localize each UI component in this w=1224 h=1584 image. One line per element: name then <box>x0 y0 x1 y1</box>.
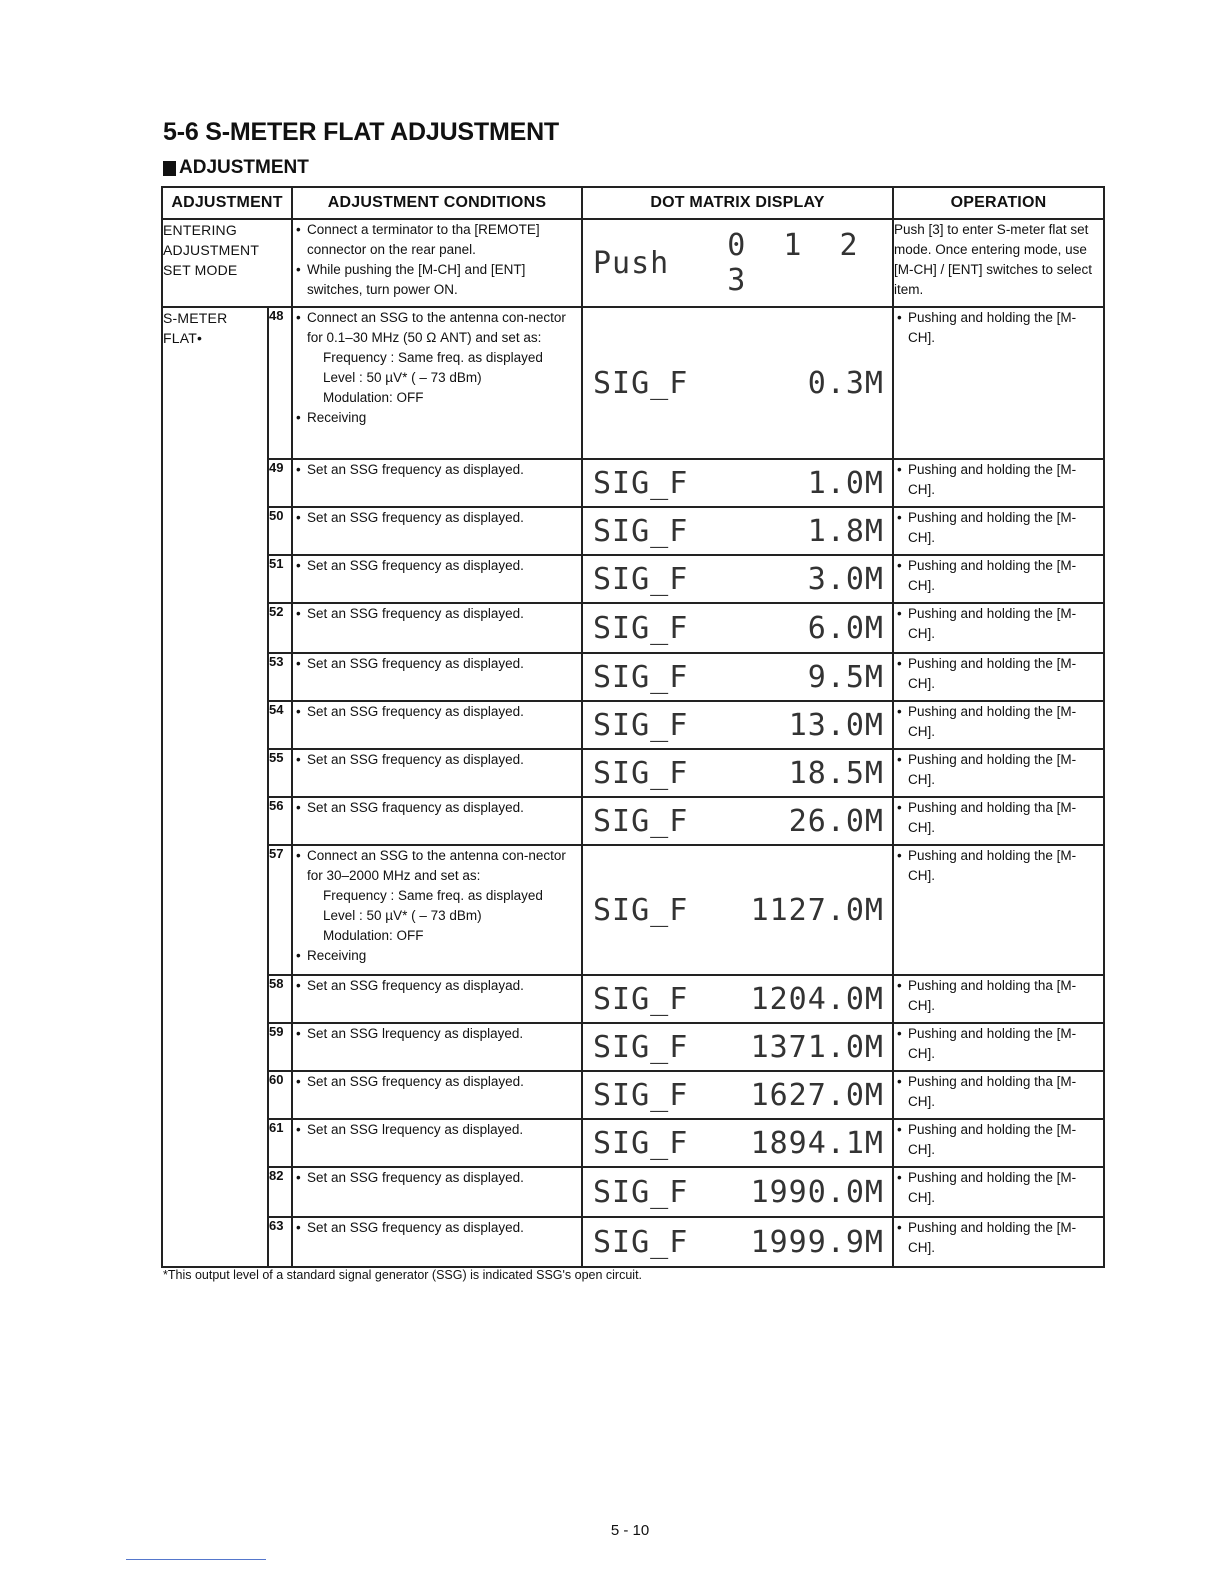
display-right-text: 1371.0M <box>750 1029 884 1065</box>
step-display <box>582 603 893 653</box>
condition-item: • Receiving <box>293 408 581 428</box>
square-bullet-icon <box>163 161 176 176</box>
step-conditions <box>292 653 582 701</box>
subsection-title-text: ADJUSTMENT <box>179 157 309 178</box>
operation-item: • Pushing and holding the [M-CH]. <box>894 308 1103 348</box>
step-conditions <box>292 701 582 749</box>
condition-item: • Connect an SSG to the antenna con-nector for 30–2000 MHz and set as: <box>293 846 581 886</box>
step-display <box>582 1119 893 1167</box>
step-display <box>582 845 893 975</box>
operation-item: • Pushing and holding the [M-CH]. <box>894 654 1103 694</box>
operation-item: • Pushing and holding the [M-CH]. <box>894 846 1103 886</box>
table-row <box>162 555 1104 603</box>
entering-operation: Push [3] to enter S-meter flat set mode. Once entering mode, use [M-CH] / [ENT] switches to select item. <box>893 219 1104 307</box>
header-adjustment: ADJUSTMENT <box>162 187 292 219</box>
display-left-text: SIG_F <box>593 981 689 1017</box>
step-display <box>582 749 893 797</box>
step-number: 51 <box>268 555 292 603</box>
display-left-text: SIG_F <box>593 1077 689 1113</box>
table-header-row <box>162 187 1104 219</box>
step-operation <box>893 975 1104 1023</box>
operation-item: • Pushing and holding the [M-CH]. <box>894 702 1103 742</box>
display-right-text: 1204.0M <box>750 981 884 1017</box>
step-conditions <box>292 845 582 975</box>
condition-item: • Set an SSG frequency as displayed. <box>293 604 581 624</box>
display-left-text: SIG_F <box>593 659 689 695</box>
step-operation <box>893 459 1104 507</box>
table-row <box>162 701 1104 749</box>
step-display <box>582 701 893 749</box>
step-operation <box>893 1119 1104 1167</box>
step-display <box>582 797 893 845</box>
display-left-text: SIG_F <box>593 610 689 646</box>
display-left-text: SIG_F <box>593 1125 689 1161</box>
operation-item: • Pushing and holding the [M-CH]. <box>894 1024 1103 1064</box>
step-number: 57 <box>268 845 292 975</box>
step-operation <box>893 845 1104 975</box>
condition-item: • Set an SSG frequency as displayed. <box>293 1072 581 1092</box>
display-right-text: 1127.0M <box>750 892 884 928</box>
step-number: 55 <box>268 749 292 797</box>
smeter-label-line: FLAT• <box>163 330 203 346</box>
table-row <box>162 797 1104 845</box>
step-conditions <box>292 975 582 1023</box>
condition-item: • Set an SSG frequency as displayed. <box>293 702 581 722</box>
display-left-text: SIG_F <box>593 1174 689 1210</box>
step-number: 82 <box>268 1167 292 1217</box>
display-right-text: 1.8M <box>807 513 884 549</box>
step-conditions <box>292 1023 582 1071</box>
operation-item: • Pushing and holding the [M-CH]. <box>894 1168 1103 1208</box>
section-title: 5-6 S-METER FLAT ADJUSTMENT <box>163 118 559 146</box>
display-left-text: SIG_F <box>593 1029 689 1065</box>
subsection-title <box>163 157 309 179</box>
step-operation <box>893 1023 1104 1071</box>
display-left-text: SIG_F <box>593 465 689 501</box>
step-operation <box>893 507 1104 555</box>
operation-item: • Pushing and holding the [M-CH]. <box>894 604 1103 644</box>
condition-item: • Set an SSG frequency as displayed. <box>293 508 581 528</box>
step-display <box>582 1217 893 1267</box>
condition-item: Modulation: OFF <box>323 928 424 943</box>
display-right-text: 26.0M <box>788 803 884 839</box>
condition-item: • Set an SSG frequency as displayed. <box>293 654 581 674</box>
step-operation <box>893 1167 1104 1217</box>
table-row <box>162 1023 1104 1071</box>
footer-link-line <box>126 1559 266 1560</box>
display-right-text: 13.0M <box>788 707 884 743</box>
table-row <box>162 1119 1104 1167</box>
step-number: 61 <box>268 1119 292 1167</box>
step-conditions <box>292 1119 582 1167</box>
display-left-text: SIG_F <box>593 755 689 791</box>
table-row <box>162 1071 1104 1119</box>
operation-item: • Pushing and holding the [M-CH]. <box>894 508 1103 548</box>
table-row <box>162 507 1104 555</box>
footnote: *This output level of a standard signal generator (SSG) is indicated SSG's open circuit. <box>163 1268 643 1282</box>
step-number: 50 <box>268 507 292 555</box>
display-left-text: SIG_F <box>593 561 689 597</box>
table-row <box>162 845 1104 975</box>
step-number: 63 <box>268 1217 292 1267</box>
step-conditions <box>292 507 582 555</box>
operation-item: • Pushing and holding the [M-CH]. <box>894 750 1103 790</box>
entering-row <box>162 219 1104 307</box>
step-display <box>582 507 893 555</box>
step-number: 53 <box>268 653 292 701</box>
condition-item: • Set an SSG frequency as displayed. <box>293 460 581 480</box>
operation-item: • Pushing and holding the [M-CH]. <box>894 460 1103 500</box>
step-conditions <box>292 1071 582 1119</box>
step-number: 58 <box>268 975 292 1023</box>
condition-item: • Set an SSG frequency as displayed. <box>293 750 581 770</box>
entering-label-line: ADJUSTMENT <box>163 242 260 258</box>
step-conditions <box>292 459 582 507</box>
operation-item: • Pushing and holding tha [M-CH]. <box>894 976 1103 1016</box>
display-right-text: 1.0M <box>807 465 884 501</box>
step-operation <box>893 603 1104 653</box>
step-operation <box>893 307 1104 459</box>
condition-item: Level : 50 µV* ( – 73 dBm) <box>323 908 482 923</box>
display-right-text: 0.3M <box>807 365 884 401</box>
step-operation <box>893 1071 1104 1119</box>
smeter-label <box>162 307 268 1267</box>
operation-item: • Pushing and holding the [M-CH]. <box>894 556 1103 596</box>
step-operation <box>893 555 1104 603</box>
condition-item: Frequency : Same freq. as displayed <box>323 350 543 365</box>
table-row <box>162 653 1104 701</box>
display-left-text: SIG_F <box>593 513 689 549</box>
condition-item: • Set an SSG frequency as displayed. <box>293 1218 581 1238</box>
step-conditions <box>292 603 582 653</box>
step-operation <box>893 653 1104 701</box>
table-row <box>162 975 1104 1023</box>
step-display <box>582 653 893 701</box>
step-display <box>582 459 893 507</box>
entering-label-line: SET MODE <box>163 262 238 278</box>
step-operation <box>893 797 1104 845</box>
display-right-text: 6.0M <box>807 610 884 646</box>
table-row <box>162 749 1104 797</box>
condition-item: • Set an SSG frequency as displayed. <box>293 1168 581 1188</box>
table-row <box>162 603 1104 653</box>
step-conditions <box>292 555 582 603</box>
condition-item: • Connect an SSG to the antenna con-nector for 0.1–30 MHz (50 Ω ANT) and set as: <box>293 308 581 348</box>
display-right-text: 1990.0M <box>750 1174 884 1210</box>
step-display <box>582 1071 893 1119</box>
operation-item: • Pushing and holding tha [M-CH]. <box>894 798 1103 838</box>
condition-item: Level : 50 µV* ( – 73 dBm) <box>323 370 482 385</box>
condition-item: • Set an SSG lrequency as displayed. <box>293 1120 581 1140</box>
adjustment-table <box>161 186 1105 1268</box>
step-display <box>582 975 893 1023</box>
display-left-text: SIG_F <box>593 707 689 743</box>
step-operation <box>893 701 1104 749</box>
step-display <box>582 555 893 603</box>
step-number: 48 <box>268 307 292 459</box>
table-row <box>162 459 1104 507</box>
display-right-text: 1894.1M <box>750 1125 884 1161</box>
condition-item: • Set an SSG frequency as displayad. <box>293 976 581 996</box>
step-number: 54 <box>268 701 292 749</box>
condition-item: • Set an SSG lrequency as displayed. <box>293 1024 581 1044</box>
step-conditions <box>292 1167 582 1217</box>
display-right-text: 1627.0M <box>750 1077 884 1113</box>
display-left-text: SIG_F <box>593 892 689 928</box>
step-conditions <box>292 1217 582 1267</box>
display-right-text: 3.0M <box>807 561 884 597</box>
header-operation: OPERATION <box>893 187 1104 219</box>
step-display <box>582 307 893 459</box>
entering-label <box>162 219 292 307</box>
display-left-text: SIG_F <box>593 365 689 401</box>
display-right-text: 18.5M <box>788 755 884 791</box>
step-display <box>582 1023 893 1071</box>
step-conditions <box>292 749 582 797</box>
condition-item: • Connect a terminator to tha [REMOTE] connector on the rear panel. <box>293 220 581 260</box>
entering-conditions <box>292 219 582 307</box>
step-number: 60 <box>268 1071 292 1119</box>
entering-display <box>582 219 893 307</box>
operation-item: • Pushing and holding the [M-CH]. <box>894 1120 1103 1160</box>
display-right-text: 0 1 2 3 <box>727 228 868 298</box>
condition-item: • Receiving <box>293 946 581 966</box>
step-number: 52 <box>268 603 292 653</box>
condition-item: • Set an SSG fraquency as displayed. <box>293 798 581 818</box>
step-number: 49 <box>268 459 292 507</box>
display-left-text: SIG_F <box>593 1224 689 1260</box>
step-conditions <box>292 797 582 845</box>
table-row <box>162 307 1104 459</box>
condition-item: • Set an SSG frequency as displayed. <box>293 556 581 576</box>
table-row <box>162 1217 1104 1267</box>
table-row <box>162 1167 1104 1217</box>
condition-item: • While pushing the [M-CH] and [ENT] switches, turn power ON. <box>293 260 581 300</box>
display-left-text: Push <box>593 245 670 281</box>
step-operation <box>893 1217 1104 1267</box>
step-number: 56 <box>268 797 292 845</box>
smeter-label-line: S-METER <box>163 310 228 326</box>
step-conditions <box>292 307 582 459</box>
entering-label-line: ENTERING <box>163 222 237 238</box>
display-left-text: SIG_F <box>593 803 689 839</box>
step-operation <box>893 749 1104 797</box>
condition-item: Modulation: OFF <box>323 390 424 405</box>
display-right-text: 9.5M <box>807 659 884 695</box>
page-number: 5 - 10 <box>610 1522 650 1539</box>
operation-item: • Pushing and holding the [M-CH]. <box>894 1218 1103 1258</box>
condition-item: Frequency : Same freq. as displayed <box>323 888 543 903</box>
header-display: DOT MATRIX DISPLAY <box>582 187 893 219</box>
step-display <box>582 1167 893 1217</box>
step-number: 59 <box>268 1023 292 1071</box>
operation-item: • Pushing and holding tha [M-CH]. <box>894 1072 1103 1112</box>
header-conditions: ADJUSTMENT CONDITIONS <box>292 187 582 219</box>
display-right-text: 1999.9M <box>750 1224 884 1260</box>
